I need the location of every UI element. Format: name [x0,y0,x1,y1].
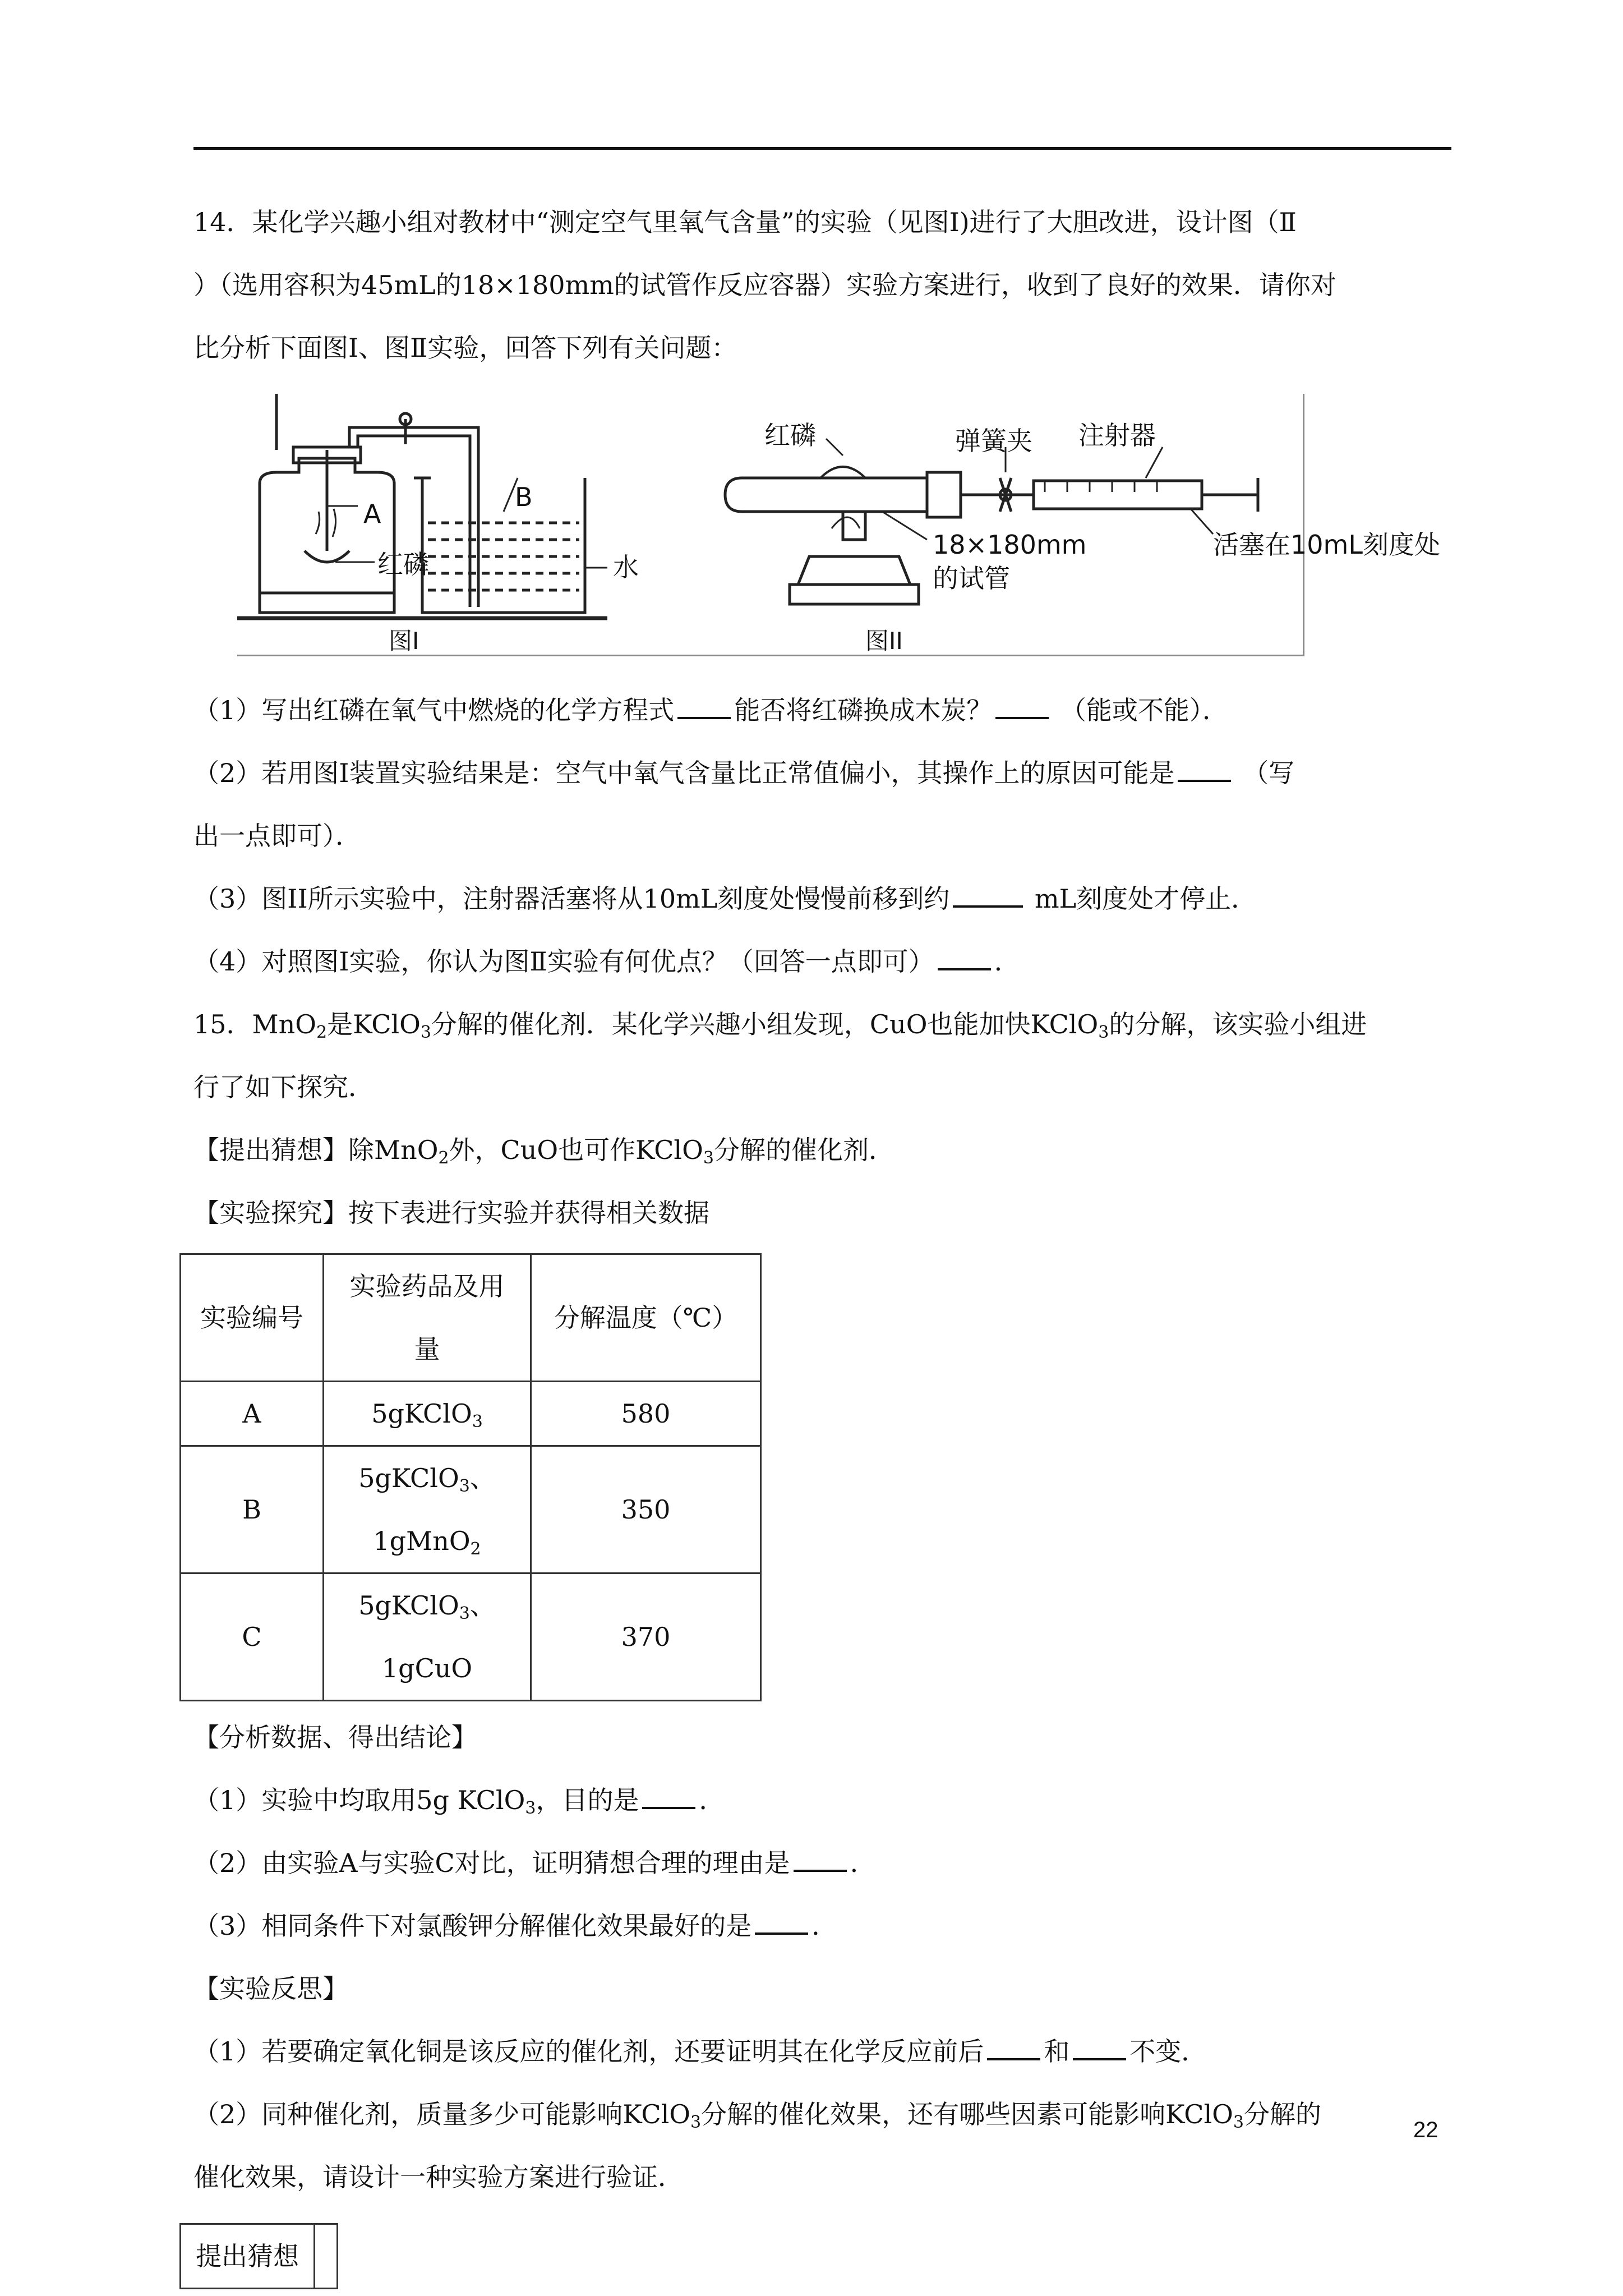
subscript: 3 [525,1798,536,1818]
q15-text: （1）实验中均取用5g KClO [193,1785,525,1815]
subscript: 2 [438,1148,449,1168]
table-cell-id: C [181,1573,324,1701]
q15-text: ，目的是 [536,1785,639,1815]
q15-stem-line1 [193,993,1451,1056]
label-water: 水 [613,552,639,582]
q14-sub2-text-b: （写 [1243,758,1295,788]
table-header: 分解温度（℃） [531,1254,761,1382]
q15-text: （3）相同条件下对氯酸钾分解催化效果最好的是 [193,1911,752,1941]
q15-text: （2）由实验A与实验C对比，证明猜想合理的理由是 [193,1848,790,1878]
subscript: 2 [470,1539,481,1559]
q15-text: 外，CuO也可作KClO [449,1135,703,1165]
table-row [181,2224,338,2289]
drug-text: 、1gCuO [381,1590,496,1683]
q15-r2 [193,2083,1451,2146]
q14-sub2-text-a: （2）若用图Ⅰ装置实验结果是：空气中氧气含量比正常值偏小，其操作上的原因可能是 [193,758,1175,788]
subscript: 3 [703,1148,714,1168]
q14-sub1 [193,679,1451,742]
answer-blank[interactable] [953,883,1023,908]
q15-a3 [193,1894,1451,1957]
table-row [181,1573,761,1701]
table-cell-id: A [181,1382,324,1446]
page-number: 22 [1413,2118,1438,2142]
q14-sub1-text-a: （1）写出红磷在氧气中燃烧的化学方程式 [193,695,675,725]
label-red-phosphorus-1: 红磷 [377,549,429,579]
table-header: 实验药品及用量 [324,1254,531,1382]
caption-figure-2: 图II [865,627,903,655]
answer-blank[interactable] [642,1784,695,1809]
table-cell-drug [324,1446,531,1573]
q14-sub4-text-a: （4）对照图Ⅰ实验，你认为图Ⅱ实验有何优点？（回答一点即可） [193,946,934,977]
label-red-phosphorus-2: 红磷 [764,420,816,450]
q15-text: ． [699,1785,725,1815]
drug-text: 5gKClO [371,1398,472,1429]
answer-blank[interactable] [755,1910,808,1935]
q14-sub3-text-a: （3）图II所示实验中，注射器活塞将从10mL刻度处慢慢前移到约 [193,884,950,914]
subscript: 3 [459,1476,470,1496]
table-cell-temp: 580 [531,1382,761,1446]
q14-sub3 [193,867,1451,930]
drug-text: 5gKClO [358,1590,459,1621]
label-A: A [363,499,381,529]
label-spring-clip: 弹簧夹 [955,426,1032,456]
table-header-row [181,1254,761,1382]
q15-text: 分解的催化剂． [713,1135,895,1165]
subscript: 3 [690,2113,702,2132]
table-cell-drug [324,1573,531,1701]
q15-text: ． [811,1911,838,1941]
q15-a2 [193,1832,1451,1894]
q15-text: 是KClO [327,1009,421,1039]
table-header: 实验编号 [181,1254,324,1382]
q15-text: ． [850,1848,876,1878]
answer-blank[interactable] [995,694,1049,719]
drug-text: 、1gMnO [373,1463,496,1556]
answer-blank[interactable] [794,1847,847,1872]
answer-blank[interactable] [938,946,991,970]
answer-blank[interactable] [1073,2036,1126,2060]
q15-r1 [193,2020,1451,2083]
q15-text: 分解的催化剂．某化学兴趣小组发现，CuO也能加快KClO [431,1009,1099,1039]
q15-text: 的分解，该实验小组进 [1109,1009,1367,1039]
page-content [193,191,1451,2289]
q14-sub2-cont: 出一点即可）． [193,821,361,851]
subscript: 2 [316,1023,328,1042]
header-rule [193,147,1451,150]
hypothesis-label-cell: 提出猜想 [181,2224,315,2289]
hypothesis-table [179,2223,338,2289]
apparatus-drawing [237,394,1440,655]
q15-text: 【提出猜想】除MnO [193,1135,439,1165]
q14-sub2 [193,742,1451,804]
q15-explore: 【实验探究】按下表进行实验并获得相关数据 [193,1198,709,1228]
subscript: 3 [1098,1023,1109,1042]
q14-stem-line2: ）（选用容积为45mL的18×180mm的试管作反应容器）实验方案进行，收到了良好的效果．请你对 [193,270,1336,300]
q15-text: 分解的 [1243,2099,1321,2129]
q15-a1 [193,1769,1451,1832]
q14-sub1-text-c: （能或不能）． [1060,695,1228,725]
q15-text: 15．MnO [193,1009,316,1039]
q15-hypothesis [193,1119,1451,1181]
table-cell-temp: 350 [531,1446,761,1573]
q15-stem-line2: 行了如下探究． [193,1072,374,1102]
q14-sub1-text-b: 能否将红磷换成木炭？ [734,695,993,725]
answer-blank[interactable] [677,694,731,719]
table-cell-id: B [181,1446,324,1573]
label-tube: 的试管 [933,563,1010,593]
q15-text: （1）若要确定氧化铜是该反应的催化剂，还要证明其在化学反应前后 [193,2036,984,2067]
answer-blank[interactable] [987,2036,1040,2060]
q15-text: 和 [1044,2036,1070,2067]
answer-blank[interactable] [1178,757,1231,782]
analysis-title: 【分析数据、得出结论】 [193,1722,477,1752]
subscript: 3 [1233,2113,1244,2132]
label-piston: 活塞在10mL刻度处 [1213,530,1440,560]
subscript: 3 [459,1604,470,1623]
subscript: 3 [420,1023,431,1042]
reflect-title: 【实验反思】 [193,1973,348,2004]
experiment-table [179,1253,762,1701]
q14-sub3-text-b: mL刻度处才停止． [1034,884,1257,914]
table-row [181,1382,761,1446]
label-tube-size: 18×180mm [933,530,1087,560]
q15-r2-line2: 催化效果，请设计一种实验方案进行验证． [193,2162,684,2192]
q14-sub4-text-b: ． [994,946,1020,977]
caption-figure-1: 图I [389,627,419,655]
hypothesis-answer-cell[interactable] [315,2224,338,2289]
experiment-figure [237,394,1440,656]
table-row [181,1446,761,1573]
label-syringe: 注射器 [1078,420,1156,450]
table-cell-drug [324,1382,531,1446]
q15-text: （2）同种催化剂，质量多少可能影响KClO [193,2099,691,2129]
q14-stem-line3: 比分析下面图Ⅰ、图Ⅱ实验，回答下列有关问题： [193,333,737,363]
q14-sub4 [193,930,1451,993]
q15-text: 不变． [1129,2036,1207,2067]
drug-text: 5gKClO [358,1463,459,1493]
table-cell-temp: 370 [531,1573,761,1701]
q15-text: 分解的催化效果，还有哪些因素可能影响KClO [701,2099,1233,2129]
subscript: 3 [472,1412,483,1432]
label-B: B [515,482,533,512]
q14-stem-line1: 14．某化学兴趣小组对教材中“测定空气里氧气含量”的实验（见图I)进行了大胆改进，设计图（Ⅱ [193,207,1297,237]
